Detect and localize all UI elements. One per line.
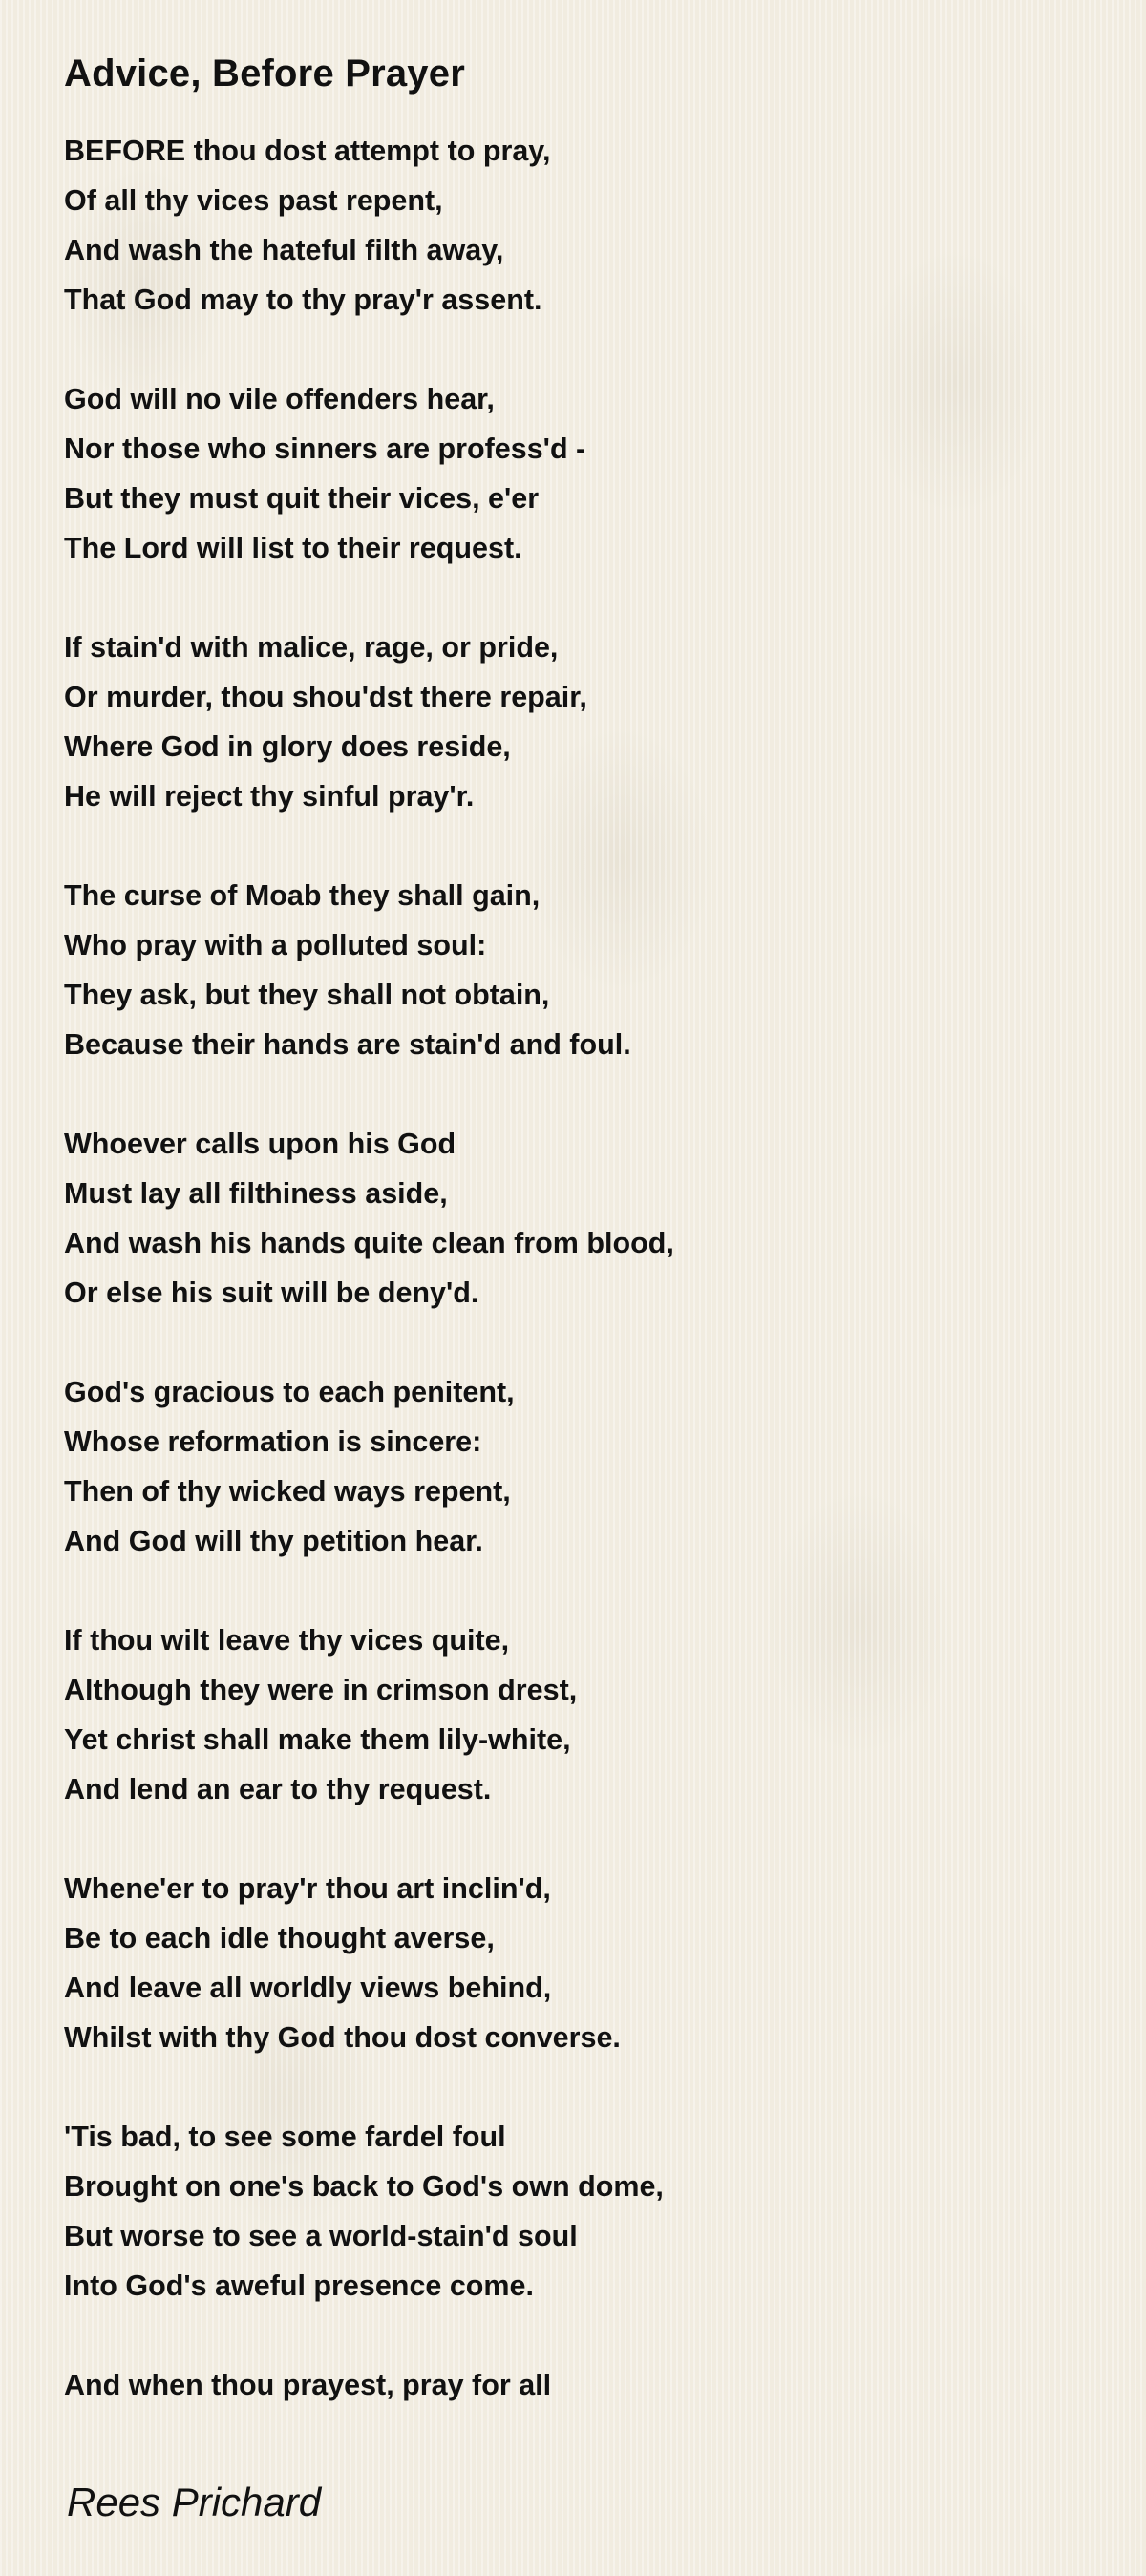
poem-line: The curse of Moab they shall gain, xyxy=(64,879,541,912)
poem-line: Be to each idle thought averse, xyxy=(64,1922,495,1954)
poem-line: And lend an ear to thy request. xyxy=(64,1773,492,1805)
poem-line: If stain'd with malice, rage, or pride, xyxy=(64,631,559,664)
poem-line: Whose reformation is sincere: xyxy=(64,1425,482,1458)
poem-line: He will reject thy sinful pray'r. xyxy=(64,780,475,813)
poem-line: Then of thy wicked ways repent, xyxy=(64,1475,511,1508)
poem-line: Of all thy vices past repent, xyxy=(64,184,443,217)
poem-line: Must lay all filthiness aside, xyxy=(64,1177,448,1210)
poem-line: Where God in glory does reside, xyxy=(64,730,511,763)
poem-line: And leave all worldly views behind, xyxy=(64,1972,552,2004)
poem-line: BEFORE thou dost attempt to pray, xyxy=(64,135,551,167)
poem-line: They ask, but they shall not obtain, xyxy=(64,979,550,1011)
stanza xyxy=(64,2360,1095,2410)
poem-line: Or else his suit will be deny'd. xyxy=(64,1277,479,1309)
poem-line: Whoever calls upon his God xyxy=(64,1128,456,1160)
poem-line: God's gracious to each penitent, xyxy=(64,1376,515,1408)
poem-line: The Lord will list to their request. xyxy=(64,532,522,564)
poem-line: And wash the hateful filth away, xyxy=(64,234,504,266)
poem-line: Who pray with a polluted soul: xyxy=(64,929,487,961)
stanza xyxy=(64,2112,1095,2311)
stanza xyxy=(64,1864,1095,2062)
poem-line: If thou wilt leave thy vices quite, xyxy=(64,1624,510,1657)
poem-line: Brought on one's back to God's own dome, xyxy=(64,2170,664,2203)
poem-line: That God may to thy pray'r assent. xyxy=(64,284,542,316)
poem-line: Yet christ shall make them lily-white, xyxy=(64,1723,571,1756)
poem-line: Into God's aweful presence come. xyxy=(64,2270,534,2302)
poem-title: Advice, Before Prayer xyxy=(64,53,465,95)
poem-line: And wash his hands quite clean from blood, xyxy=(64,1227,674,1259)
poem-body xyxy=(64,126,1095,2410)
stanza xyxy=(64,1119,1095,1318)
stanza xyxy=(64,374,1095,573)
poem-line: Although they were in crimson drest, xyxy=(64,1674,578,1706)
poem-line: 'Tis bad, to see some fardel foul xyxy=(64,2121,506,2153)
poem-line: Whene'er to pray'r thou art inclin'd, xyxy=(64,1872,551,1905)
poem-line: Or murder, thou shou'dst there repair, xyxy=(64,681,587,713)
poem-line: But worse to see a world-stain'd soul xyxy=(64,2220,578,2252)
poem-line: And when thou prayest, pray for all xyxy=(64,2369,552,2401)
stanza xyxy=(64,1615,1095,1814)
poem-page xyxy=(64,0,1095,2410)
stanza xyxy=(64,1367,1095,1566)
poem-line: Whilst with thy God thou dost converse. xyxy=(64,2021,621,2054)
poem-line: Nor those who sinners are profess'd - xyxy=(64,433,586,465)
stanza xyxy=(64,623,1095,821)
stanza xyxy=(64,871,1095,1069)
poem-line: But they must quit their vices, e'er xyxy=(64,482,540,515)
poem-line: God will no vile offenders hear, xyxy=(64,383,495,415)
poem-line: And God will thy petition hear. xyxy=(64,1525,483,1557)
stanza xyxy=(64,126,1095,325)
poem-line: Because their hands are stain'd and foul. xyxy=(64,1028,631,1061)
poem-author: Rees Prichard xyxy=(67,2480,322,2524)
